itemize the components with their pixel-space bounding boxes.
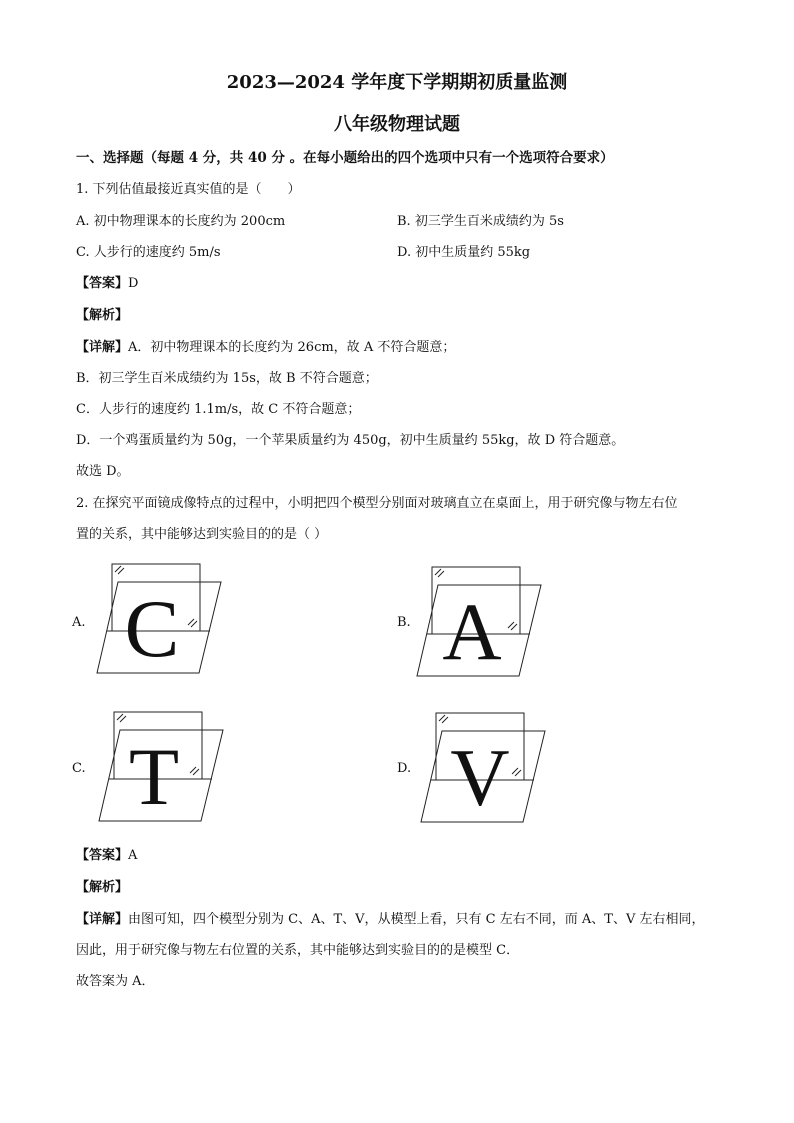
q2-figure-d-label: D. <box>397 761 412 776</box>
q2-stem-line2: 置的关系，其中能够达到实验目的的是（ ） <box>76 527 328 542</box>
q1-answer-line <box>76 276 138 292</box>
q2-figure-a-label: A. <box>72 615 86 630</box>
model-letter-b: A <box>442 586 502 677</box>
q1-option-d: D. 初中生质量约 55kg <box>397 245 531 260</box>
q1-conclusion: 故选 D。 <box>76 464 130 479</box>
q2-analysis-tag: 【解析】 <box>76 880 129 895</box>
q2-answer-value: A <box>128 848 138 863</box>
q1-detail-line: 【详解】A．初中物理课本的长度约为 26cm，故 A 不符合题意； <box>76 340 456 355</box>
q1-option-a: A. 初中物理课本的长度约为 200cm <box>76 214 286 229</box>
q2-detail-line: 因此，用于研究像与物左右位置的关系，其中能够达到实验目的的是模型 C． <box>76 943 520 958</box>
mirror-model-diagram-c <box>98 711 234 827</box>
page-subtitle: 八年级物理试题 <box>334 114 460 135</box>
q1-analysis-tag: 【解析】 <box>76 308 129 323</box>
q2-figure-b-label: B. <box>397 615 411 630</box>
q1-answer-value: D <box>128 276 139 291</box>
mirror-model-diagram-a <box>96 563 232 679</box>
q2-detail-line: 【详解】由图可知，四个模型分别为 C、A、T、V，从模型上看，只有 C 左右不同，而 A、T、V 左右相同， <box>76 912 705 927</box>
q2-answer-line <box>76 848 137 864</box>
model-letter-c: T <box>128 731 180 822</box>
q1-detail-line: B．初三学生百米成绩约为 15s，故 B 不符合题意； <box>76 371 378 386</box>
q2-figure-c-label: C. <box>72 761 86 776</box>
section-header: 一、选择题（每题 4 分，共 40 分 。在每小题给出的四个选项中只有一个选项符合要求） <box>76 150 614 166</box>
q1-option-b: B. 初三学生百米成绩约为 5s <box>397 214 564 229</box>
q1-detail-line: D．一个鸡蛋质量约为 50g，一个苹果质量约为 450g，初中生质量约 55kg，故 D 符合题意。 <box>76 433 625 448</box>
q2-detail-tag: 【详解】 <box>76 912 129 927</box>
mirror-model-diagram-d <box>420 712 556 828</box>
q2-answer-tag: 【答案】 <box>76 848 129 863</box>
q1-detail-tag: 【详解】 <box>76 340 129 355</box>
q2-stem-line1: 2. 在探究平面镜成像特点的过程中，小明把四个模型分别面对玻璃直立在桌面上，用于研究像与物左右位 <box>76 496 678 511</box>
q2-figure-d <box>420 712 556 828</box>
q2-figure-c <box>98 711 234 827</box>
q2-figure-a <box>96 563 232 679</box>
model-letter-d: V <box>450 732 510 823</box>
page-title: 2023—2024 学年度下学期期初质量监测 <box>226 72 568 93</box>
q2-conclusion: 故答案为 A． <box>76 974 155 989</box>
mirror-model-diagram-b <box>416 566 552 682</box>
model-letter-a: C <box>124 583 180 674</box>
q2-figure-b <box>416 566 552 682</box>
q1-detail-line: C．人步行的速度约 1.1m/s，故 C 不符合题意； <box>76 402 361 417</box>
q1-answer-tag: 【答案】 <box>76 276 129 291</box>
q1-stem: 1. 下列估值最接近真实值的是（ ） <box>76 182 301 197</box>
q1-option-c: C. 人步行的速度约 5m/s <box>76 245 221 260</box>
